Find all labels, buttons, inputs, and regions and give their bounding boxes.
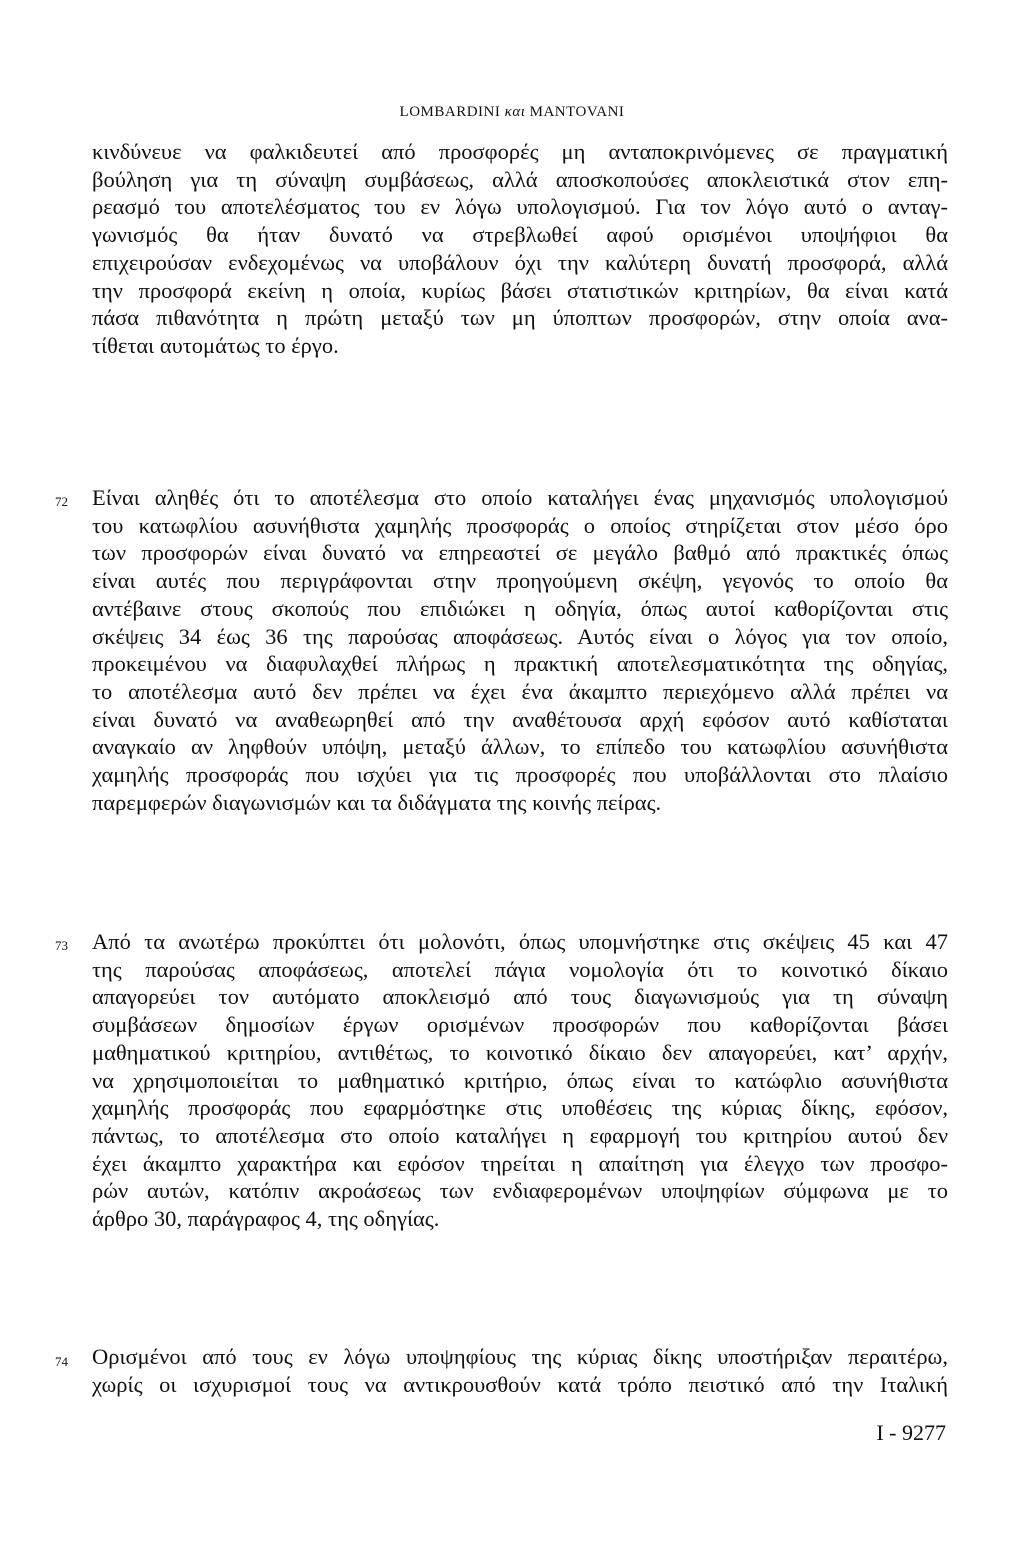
text-line: Είναι αληθές ότι το αποτέλεσμα στο οποίο καταλήγει ένας μηχανισμός υπολογισμού: [92, 485, 948, 510]
text-line: χωρίς οι ισχυρισμοί τους να αντικρουσθούν κατά τρόπο πειστικό από την Ιταλική: [92, 1371, 948, 1397]
text-line: ρεασμό του αποτελέσματος του εν λόγω υπολογισμού. Για τον λόγο αυτό ο ανταγ-: [92, 194, 948, 220]
text-line: είναι αυτές που περιγράφονται στην προηγούμενη σκέψη, γεγονός το οποίο θα: [92, 568, 948, 594]
text-line: να χρησιμοποιείται το μαθηματικό κριτήριο, όπως είναι το κατώφλιο ασυνήθιστα: [92, 1067, 948, 1093]
header-author-b: MANTOVANI: [529, 104, 625, 120]
paragraph-number-73: 73: [55, 938, 68, 953]
paragraph-74: [92, 1343, 948, 1398]
paragraph-72: [92, 484, 948, 816]
header-conjunction: και: [504, 104, 526, 120]
running-header: [0, 104, 1024, 121]
text-line: μαθηματικού κριτηρίου, αντιθέτως, το κοινοτικό δίκαιο δεν απαγορεύει, κατ’ αρχήν,: [92, 1039, 948, 1065]
text-line: προκειμένου να διαφυλαχθεί πλήρως η πρακτική αποτελεσματικότητα της οδηγίας,: [92, 651, 948, 677]
text-line: την προσφορά εκείνη η οποία, κυρίως βάσει στατιστικών κριτηρίων, θα είναι κατά: [92, 277, 948, 303]
text-line: βούληση για τη σύναψη συμβάσεως, αλλά αποσκοπούσες αποκλειστικά στον επη-: [92, 166, 948, 192]
text-line: παρεμφερών διαγωνισμών και τα διδάγματα της κοινής πείρας.: [92, 789, 662, 815]
text-line: τίθεται αυτομάτως το έργο.: [92, 332, 339, 358]
text-line: των προσφορών είναι δυνατό να επηρεαστεί σε μεγάλο βαθμό από πρακτικές όπως: [92, 540, 948, 566]
header-author-a: LOMBARDINI: [399, 104, 501, 120]
text-line: συμβάσεων δημοσίων έργων ορισμένων προσφορών που καθορίζονται βάσει: [92, 1012, 948, 1038]
text-line: αναγκαίο αν ληφθούν υπόψη, μεταξύ άλλων, το επίπεδο του κατωφλίου ασυνήθιστα: [92, 734, 948, 760]
text-line: έχει άκαμπτο χαρακτήρα και εφόσον τηρείται η απαίτηση για έλεγχο των προσφο-: [92, 1150, 948, 1176]
paragraph-73: [92, 928, 948, 1233]
text-line: άρθρο 30, παράγραφος 4, της οδηγίας.: [92, 1206, 440, 1232]
text-line: πάντως, το αποτέλεσμα στο οποίο καταλήγει η εφαρμογή του κριτηρίου αυτού δεν: [92, 1122, 948, 1148]
text-line: της παρούσας αποφάσεως, αποτελεί πάγια νομολογία ότι το κοινοτικό δίκαιο: [92, 956, 948, 982]
text-line: κινδύνευε να φαλκιδευτεί από προσφορές μη ανταποκρινόμενες σε πραγματική: [92, 139, 948, 164]
paragraph-number-74: 74: [55, 1354, 68, 1369]
text-line: χαμηλής προσφοράς που ισχύει για τις προσφορές που υποβάλλονται στο πλαίσιο: [92, 762, 948, 788]
paragraph-continued: [92, 138, 948, 360]
text-line: του κατωφλίου ασυνήθιστα χαμηλής προσφοράς ο οποίος στηρίζεται στον μέσο όρο: [92, 512, 948, 538]
text-line: χαμηλής προσφοράς που εφαρμόστηκε στις υποθέσεις της κύριας δίκης, εφόσον,: [92, 1095, 948, 1121]
text-line: ρών αυτών, κατόπιν ακροάσεως των ενδιαφερομένων υποψηφίων σύμφωνα με το: [92, 1178, 948, 1204]
text-line: σκέψεις 34 έως 36 της παρούσας αποφάσεως. Αυτός είναι ο λόγος για τον οποίο,: [92, 623, 948, 649]
page-number: I - 9277: [876, 1420, 946, 1445]
text-line: το αποτέλεσμα αυτό δεν πρέπει να έχει ένα άκαμπτο περιεχόμενο αλλά πρέπει να: [92, 678, 948, 704]
text-line: Ορισμένοι από τους εν λόγω υποψηφίους της κύριας δίκης υποστήριξαν περαιτέρω,: [92, 1344, 948, 1369]
text-line: αντέβαινε στους σκοπούς που επιδιώκει η οδηγία, όπως αυτοί καθορίζονται στις: [92, 595, 948, 621]
paragraph-number-72: 72: [55, 494, 68, 509]
text-line: επιχειρούσαν ενδεχομένως να υποβάλουν όχι την καλύτερη δυνατή προσφορά, αλλά: [92, 249, 948, 275]
text-line: είναι δυνατό να αναθεωρηθεί από την αναθέτουσα αρχή εφόσον αυτό καθίσταται: [92, 706, 948, 732]
text-line: πάσα πιθανότητα η πρώτη μεταξύ των μη ύποπτων προσφορών, στην οποία ανα-: [92, 305, 948, 331]
text-line: γωνισμός θα ήταν δυνατό να στρεβλωθεί αφού ορισμένοι υποψήφιοι θα: [92, 222, 948, 248]
text-line: Από τα ανωτέρω προκύπτει ότι μολονότι, όπως υπομνήστηκε στις σκέψεις 45 και 47: [92, 929, 948, 954]
text-line: απαγορεύει τον αυτόματο αποκλεισμό από τους διαγωνισμούς για τη σύναψη: [92, 984, 948, 1010]
